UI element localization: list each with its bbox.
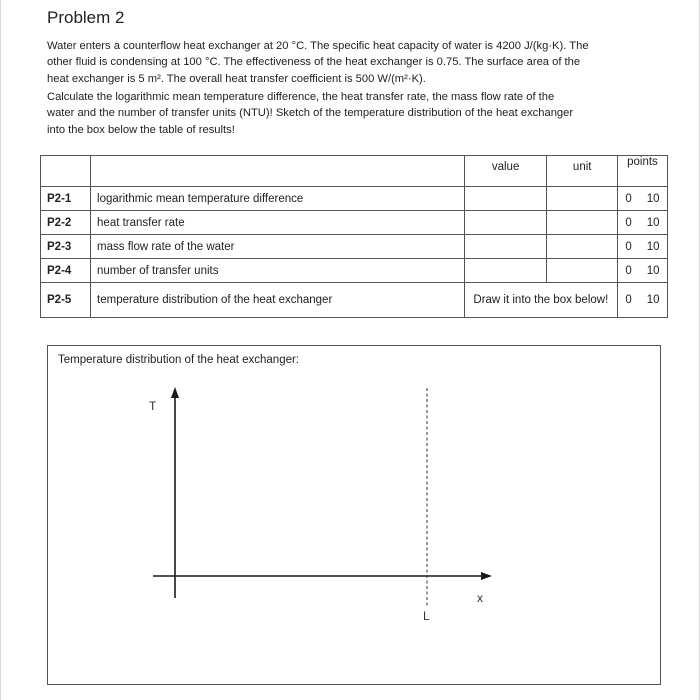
x-axis-label: x bbox=[477, 591, 483, 605]
table-row bbox=[41, 235, 668, 259]
value-cell[interactable] bbox=[464, 235, 547, 259]
points-cell bbox=[617, 235, 667, 259]
value-cell[interactable] bbox=[464, 211, 547, 235]
statement-line: other fluid is condensing at 100 °C. The effectiveness of the heat exchanger is 0.75. The surface area of the bbox=[47, 56, 581, 69]
points-min: 0 bbox=[625, 216, 632, 229]
row-id: P2-4 bbox=[41, 259, 91, 283]
points-min: 0 bbox=[625, 240, 632, 253]
statement-line: heat exchanger is 5 m². The overall heat transfer coefficient is 500 W/(m²·K). bbox=[47, 72, 426, 85]
row-description: logarithmic mean temperature difference bbox=[91, 187, 465, 211]
draw-note: Draw it into the box below! bbox=[464, 283, 617, 318]
points-max: 10 bbox=[646, 240, 660, 253]
points-cell bbox=[617, 283, 667, 318]
row-id: P2-5 bbox=[41, 283, 91, 318]
value-cell[interactable] bbox=[464, 259, 547, 283]
points-max: 10 bbox=[646, 192, 660, 205]
row-description: number of transfer units bbox=[91, 259, 465, 283]
unit-cell[interactable] bbox=[547, 235, 617, 259]
points-cell bbox=[617, 259, 667, 283]
points-min: 0 bbox=[625, 294, 632, 306]
table-row bbox=[41, 187, 668, 211]
problem-task bbox=[47, 89, 662, 138]
points-max: 10 bbox=[646, 264, 660, 277]
header-empty-id bbox=[41, 156, 91, 187]
row-id: P2-3 bbox=[41, 235, 91, 259]
table-row bbox=[41, 259, 668, 283]
points-max: 10 bbox=[646, 216, 660, 229]
points-cell bbox=[617, 211, 667, 235]
task-line: Calculate the logarithmic mean temperature difference, the heat transfer rate, the mass flow rate of the bbox=[47, 91, 555, 103]
results-table bbox=[40, 155, 668, 318]
header-unit: unit bbox=[547, 156, 617, 187]
sketch-label: Temperature distribution of the heat exchanger: bbox=[58, 354, 300, 366]
sketch-box[interactable] bbox=[47, 345, 661, 685]
header-points: points bbox=[617, 156, 667, 187]
header-empty-desc bbox=[91, 156, 465, 187]
y-axis-label: T bbox=[149, 399, 157, 413]
length-label: L bbox=[423, 609, 430, 623]
row-description: mass flow rate of the water bbox=[91, 235, 465, 259]
row-description: heat transfer rate bbox=[91, 211, 465, 235]
task-line: into the box below the table of results! bbox=[47, 123, 235, 136]
task-line: water and the number of transfer units (NTU)! Sketch of the temperature distribution of the heat exchanger bbox=[47, 107, 574, 120]
unit-cell[interactable] bbox=[547, 259, 617, 283]
value-cell[interactable] bbox=[464, 187, 547, 211]
y-axis-arrowhead bbox=[171, 387, 179, 398]
row-description: temperature distribution of the heat exchanger bbox=[91, 283, 465, 318]
problem-statement bbox=[47, 38, 662, 87]
points-max: 10 bbox=[646, 294, 660, 306]
points-min: 0 bbox=[625, 264, 632, 277]
table-header-row bbox=[41, 156, 668, 187]
row-id: P2-1 bbox=[41, 187, 91, 211]
temperature-axes-diagram bbox=[48, 346, 660, 684]
statement-line: Water enters a counterflow heat exchanger at 20 °C. The specific heat capacity of water is 4200 J/(kg·K). The bbox=[47, 40, 589, 52]
table-row bbox=[41, 283, 668, 318]
points-min: 0 bbox=[625, 192, 632, 205]
header-value: value bbox=[464, 156, 547, 187]
unit-cell[interactable] bbox=[547, 187, 617, 211]
x-axis-arrowhead bbox=[481, 572, 492, 580]
table-row bbox=[41, 211, 668, 235]
problem-title: Problem 2 bbox=[47, 8, 125, 27]
unit-cell[interactable] bbox=[547, 211, 617, 235]
row-id: P2-2 bbox=[41, 211, 91, 235]
points-cell bbox=[617, 187, 667, 211]
